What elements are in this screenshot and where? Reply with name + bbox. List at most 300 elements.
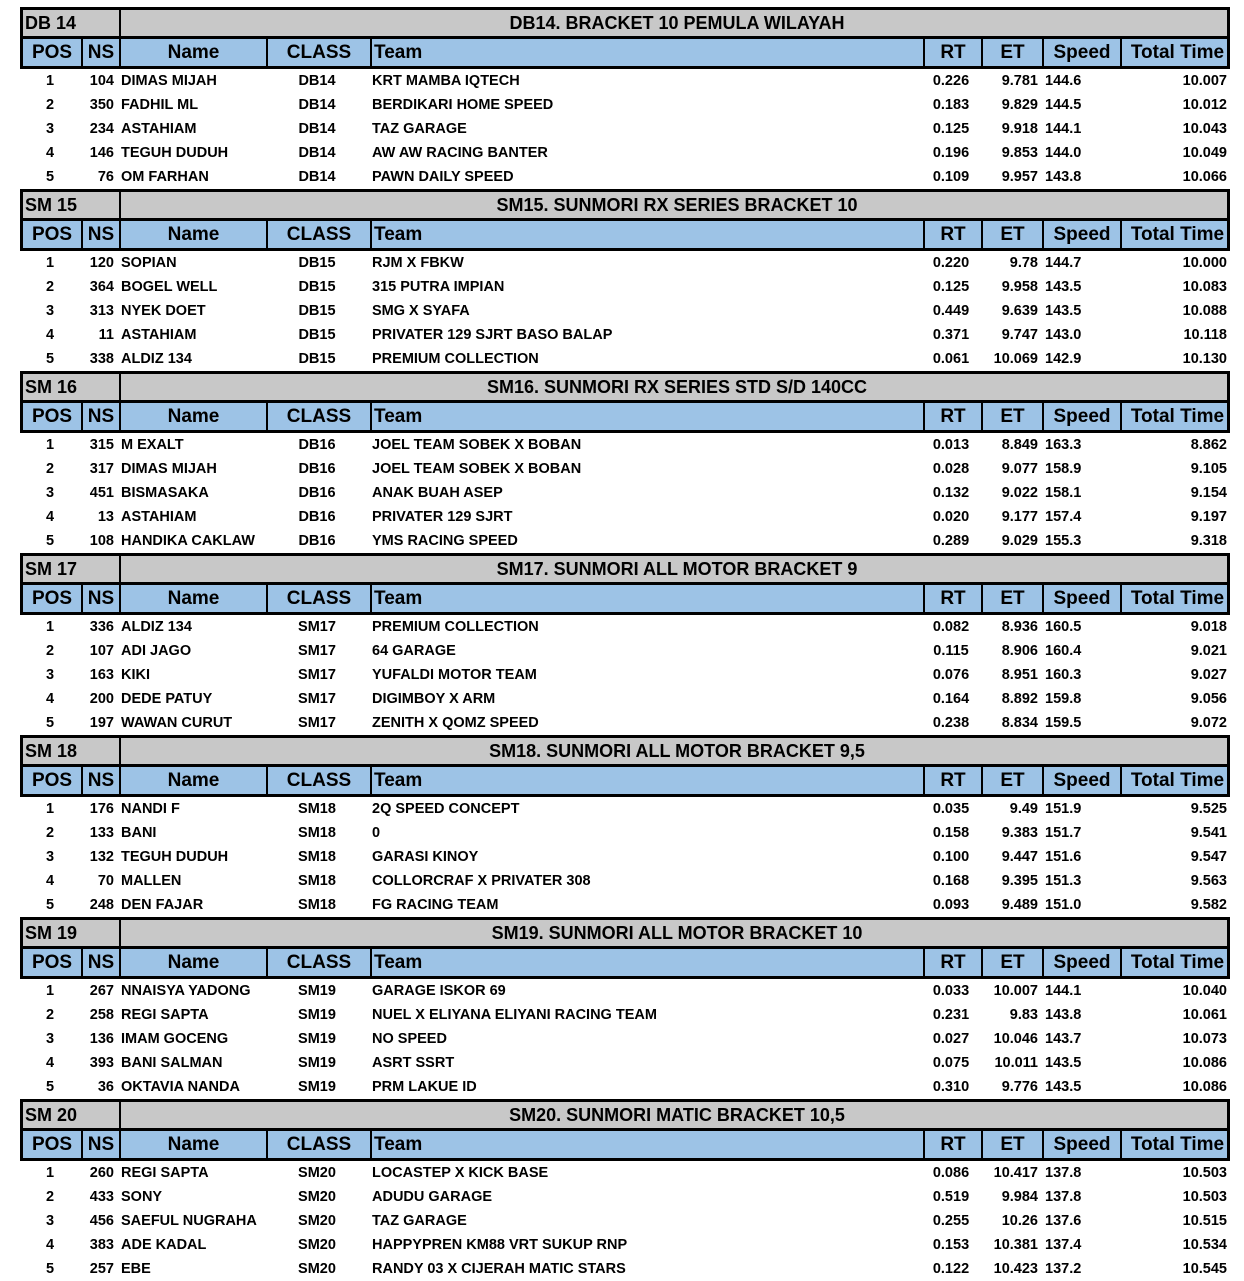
elapsed-time-cell: 10.26 [1001, 1213, 1038, 1229]
team-cell: FG RACING TEAM [372, 897, 499, 913]
start-number-cell: 76 [97, 169, 114, 185]
class-results-section [20, 189, 1230, 371]
class-cell: DB15 [298, 255, 336, 271]
class-title: SM16. SUNMORI RX SERIES STD S/D 140CC [486, 376, 868, 397]
rider-name-cell: ASTAHIAM [121, 509, 197, 525]
class-cell: SM19 [298, 1031, 336, 1047]
start-number-cell: 393 [89, 1055, 114, 1071]
team-cell: GARASI KINOY [372, 849, 479, 865]
ns-header: NS [83, 403, 121, 430]
speed-cell: 151.0 [1045, 897, 1082, 913]
start-number-cell: 350 [89, 97, 114, 113]
table-row [20, 639, 1230, 663]
reaction-time-cell: 0.020 [932, 509, 970, 525]
total-time-cell: 9.105 [1190, 461, 1227, 477]
result-rows [20, 979, 1230, 1099]
pos-header: POS [23, 585, 83, 612]
elapsed-time-cell: 10.381 [993, 1237, 1038, 1253]
reaction-time-cell: 0.082 [932, 619, 970, 635]
elapsed-time-cell: 10.069 [993, 351, 1038, 367]
total-time-cell: 10.083 [1182, 279, 1227, 295]
reaction-time-cell: 0.183 [932, 97, 970, 113]
class-cell: DB14 [298, 97, 336, 113]
team-cell: RJM X FBKW [372, 255, 464, 271]
speed-cell: 144.1 [1045, 983, 1082, 999]
start-number-cell: 257 [89, 1261, 114, 1277]
class-cell: SM20 [298, 1213, 336, 1229]
speed-cell: 143.5 [1045, 279, 1082, 295]
reaction-time-cell: 0.310 [932, 1079, 970, 1095]
team-header: Team [372, 767, 925, 794]
elapsed-time-cell: 8.906 [1001, 643, 1038, 659]
class-header: CLASS [268, 767, 372, 794]
table-row [20, 1027, 1230, 1051]
reaction-time-cell: 0.125 [932, 121, 970, 137]
speed-cell: 157.4 [1045, 509, 1082, 525]
class-code: SM 17 [23, 556, 121, 582]
rt-header: RT [925, 39, 983, 66]
team-cell: AW AW RACING BANTER [372, 145, 548, 161]
total-time-cell: 10.073 [1182, 1031, 1227, 1047]
pos-header: POS [23, 39, 83, 66]
reaction-time-cell: 0.158 [932, 825, 970, 841]
total-time-header: Total Time [1130, 770, 1225, 791]
table-row [20, 1185, 1230, 1209]
pos-header: POS [23, 767, 83, 794]
total-time-cell: 8.862 [1190, 437, 1227, 453]
total-time-cell: 10.066 [1182, 169, 1227, 185]
total-time-header: Total Time [1130, 952, 1225, 973]
rt-header: RT [925, 1131, 983, 1158]
start-number-cell: 11 [98, 327, 114, 343]
speed-header: Speed [1044, 403, 1122, 430]
elapsed-time-cell: 9.918 [1001, 121, 1038, 137]
table-row [20, 93, 1230, 117]
rider-name-cell: BANI [121, 825, 157, 841]
elapsed-time-cell: 9.022 [1001, 485, 1038, 501]
speed-cell: 151.7 [1045, 825, 1082, 841]
class-cell: DB16 [298, 437, 336, 453]
rider-name-cell: TEGUH DUDUH [121, 849, 229, 865]
speed-cell: 159.5 [1045, 715, 1082, 731]
rider-name-cell: WAWAN CURUT [121, 715, 233, 731]
team-cell: YMS RACING SPEED [372, 533, 518, 549]
table-row [20, 529, 1230, 553]
team-cell: TAZ GARAGE [372, 1213, 467, 1229]
position-cell: 5 [45, 1261, 55, 1277]
class-cell: DB15 [298, 303, 336, 319]
position-cell: 4 [45, 145, 55, 161]
reaction-time-cell: 0.125 [932, 279, 970, 295]
name-header: Name [121, 585, 268, 612]
position-cell: 3 [45, 303, 55, 319]
class-cell: SM20 [298, 1189, 336, 1205]
table-row [20, 615, 1230, 639]
reaction-time-cell: 0.168 [932, 873, 970, 889]
position-cell: 5 [45, 897, 55, 913]
position-cell: 4 [45, 873, 55, 889]
total-time-cell: 10.545 [1182, 1261, 1227, 1277]
result-rows [20, 1161, 1230, 1281]
team-cell: 64 GARAGE [372, 643, 456, 659]
elapsed-time-cell: 9.177 [1001, 509, 1038, 525]
position-cell: 3 [45, 1213, 55, 1229]
reaction-time-cell: 0.109 [932, 169, 970, 185]
position-cell: 2 [45, 279, 55, 295]
class-title: SM17. SUNMORI ALL MOTOR BRACKET 9 [496, 558, 858, 579]
elapsed-time-cell: 9.49 [1009, 801, 1038, 817]
et-header: ET [983, 1131, 1044, 1158]
team-cell: TAZ GARAGE [372, 121, 467, 137]
start-number-cell: 197 [89, 715, 114, 731]
pos-header: POS [23, 1131, 83, 1158]
elapsed-time-cell: 8.834 [1001, 715, 1038, 731]
total-time-cell: 10.043 [1182, 121, 1227, 137]
section-title-bar [20, 189, 1230, 221]
team-cell: 2Q SPEED CONCEPT [372, 801, 520, 817]
table-row [20, 711, 1230, 735]
result-rows [20, 615, 1230, 735]
total-time-header: Total Time [1130, 406, 1225, 427]
class-cell: DB15 [298, 279, 336, 295]
class-code: SM 20 [23, 1102, 121, 1128]
rider-name-cell: ASTAHIAM [121, 327, 197, 343]
class-cell: SM19 [298, 1079, 336, 1095]
position-cell: 1 [45, 619, 55, 635]
class-header: CLASS [268, 403, 372, 430]
total-time-cell: 9.582 [1190, 897, 1227, 913]
speed-cell: 143.8 [1045, 169, 1082, 185]
ns-header: NS [83, 221, 121, 248]
name-header: Name [121, 39, 268, 66]
speed-cell: 142.9 [1045, 351, 1082, 367]
ns-header: NS [83, 767, 121, 794]
speed-cell: 151.6 [1045, 849, 1082, 865]
speed-cell: 143.7 [1045, 1031, 1082, 1047]
class-title: SM15. SUNMORI RX SERIES BRACKET 10 [496, 194, 858, 215]
speed-cell: 160.3 [1045, 667, 1082, 683]
total-time-cell: 9.021 [1190, 643, 1227, 659]
table-row [20, 1209, 1230, 1233]
rider-name-cell: ASTAHIAM [121, 121, 197, 137]
start-number-cell: 383 [89, 1237, 114, 1253]
elapsed-time-cell: 10.046 [993, 1031, 1038, 1047]
table-row [20, 251, 1230, 275]
position-cell: 2 [45, 825, 55, 841]
column-header-row [20, 949, 1230, 979]
class-cell: DB14 [298, 121, 336, 137]
team-cell: GARAGE ISKOR 69 [372, 983, 506, 999]
elapsed-time-cell: 9.639 [1001, 303, 1038, 319]
total-time-header: Total Time [1130, 42, 1225, 63]
et-header: ET [983, 767, 1044, 794]
column-header-row [20, 585, 1230, 615]
et-header: ET [983, 221, 1044, 248]
ns-header: NS [83, 585, 121, 612]
reaction-time-cell: 0.027 [932, 1031, 970, 1047]
table-row [20, 505, 1230, 529]
table-row [20, 845, 1230, 869]
elapsed-time-cell: 8.849 [1001, 437, 1038, 453]
rider-name-cell: OM FARHAN [121, 169, 209, 185]
position-cell: 2 [45, 461, 55, 477]
speed-cell: 143.5 [1045, 303, 1082, 319]
rider-name-cell: FADHIL ML [121, 97, 199, 113]
start-number-cell: 200 [89, 691, 114, 707]
speed-cell: 143.5 [1045, 1079, 1082, 1095]
reaction-time-cell: 0.013 [932, 437, 970, 453]
total-time-cell: 9.541 [1190, 825, 1227, 841]
start-number-cell: 146 [89, 145, 114, 161]
table-row [20, 165, 1230, 189]
result-rows [20, 69, 1230, 189]
start-number-cell: 234 [89, 121, 114, 137]
start-number-cell: 313 [89, 303, 114, 319]
reaction-time-cell: 0.122 [932, 1261, 970, 1277]
position-cell: 1 [45, 255, 55, 271]
elapsed-time-cell: 9.029 [1001, 533, 1038, 549]
reaction-time-cell: 0.028 [932, 461, 970, 477]
class-cell: SM18 [298, 849, 336, 865]
class-cell: SM19 [298, 1007, 336, 1023]
speed-header: Speed [1044, 585, 1122, 612]
table-row [20, 457, 1230, 481]
reaction-time-cell: 0.075 [932, 1055, 970, 1071]
team-header: Team [372, 39, 925, 66]
speed-cell: 144.7 [1045, 255, 1082, 271]
results-sheet [20, 7, 1230, 1281]
start-number-cell: 36 [97, 1079, 114, 1095]
position-cell: 5 [45, 169, 55, 185]
speed-cell: 137.8 [1045, 1189, 1082, 1205]
total-time-cell: 10.515 [1182, 1213, 1227, 1229]
start-number-cell: 70 [97, 873, 114, 889]
table-row [20, 1233, 1230, 1257]
team-cell: 0 [372, 825, 381, 841]
table-row [20, 433, 1230, 457]
class-cell: DB15 [298, 351, 336, 367]
total-time-cell: 10.130 [1182, 351, 1227, 367]
total-time-cell: 10.049 [1182, 145, 1227, 161]
section-title-bar [20, 1099, 1230, 1131]
class-code: DB 14 [23, 10, 121, 36]
elapsed-time-cell: 9.781 [1001, 73, 1038, 89]
table-row [20, 821, 1230, 845]
rider-name-cell: ALDIZ 134 [121, 351, 192, 367]
elapsed-time-cell: 9.776 [1001, 1079, 1038, 1095]
name-header: Name [121, 949, 268, 976]
table-row [20, 1051, 1230, 1075]
table-row [20, 117, 1230, 141]
start-number-cell: 433 [89, 1189, 114, 1205]
position-cell: 3 [45, 121, 55, 137]
speed-cell: 158.9 [1045, 461, 1082, 477]
position-cell: 1 [45, 1165, 55, 1181]
team-cell: ADUDU GARAGE [372, 1189, 493, 1205]
reaction-time-cell: 0.153 [932, 1237, 970, 1253]
section-title-bar [20, 371, 1230, 403]
rider-name-cell: HANDIKA CAKLAW [121, 533, 255, 549]
elapsed-time-cell: 8.892 [1001, 691, 1038, 707]
elapsed-time-cell: 8.936 [1001, 619, 1038, 635]
rider-name-cell: DIMAS MIJAH [121, 73, 217, 89]
reaction-time-cell: 0.061 [932, 351, 970, 367]
position-cell: 2 [45, 643, 55, 659]
team-cell: JOEL TEAM SOBEK X BOBAN [372, 461, 582, 477]
start-number-cell: 132 [89, 849, 114, 865]
class-title: SM20. SUNMORI MATIC BRACKET 10,5 [509, 1104, 845, 1125]
position-cell: 2 [45, 1007, 55, 1023]
class-header: CLASS [268, 221, 372, 248]
class-results-section [20, 735, 1230, 917]
elapsed-time-cell: 9.957 [1001, 169, 1038, 185]
position-cell: 1 [45, 983, 55, 999]
et-header: ET [983, 949, 1044, 976]
elapsed-time-cell: 9.78 [1009, 255, 1038, 271]
speed-header: Speed [1044, 949, 1122, 976]
position-cell: 4 [45, 327, 55, 343]
reaction-time-cell: 0.132 [932, 485, 970, 501]
team-cell: BERDIKARI HOME SPEED [372, 97, 554, 113]
section-title-bar [20, 917, 1230, 949]
rider-name-cell: SOPIAN [121, 255, 177, 271]
column-header-row [20, 221, 1230, 251]
position-cell: 1 [45, 801, 55, 817]
class-code: SM 19 [23, 920, 121, 946]
total-time-cell: 9.056 [1190, 691, 1227, 707]
position-cell: 5 [45, 715, 55, 731]
elapsed-time-cell: 8.951 [1001, 667, 1038, 683]
rider-name-cell: SAEFUL NUGRAHA [121, 1213, 257, 1229]
start-number-cell: 451 [89, 485, 114, 501]
reaction-time-cell: 0.033 [932, 983, 970, 999]
total-time-header: Total Time [1130, 224, 1225, 245]
rider-name-cell: M EXALT [121, 437, 184, 453]
rider-name-cell: ADI JAGO [121, 643, 192, 659]
start-number-cell: 317 [89, 461, 114, 477]
team-cell: 315 PUTRA IMPIAN [372, 279, 505, 295]
name-header: Name [121, 1131, 268, 1158]
table-row [20, 1075, 1230, 1099]
reaction-time-cell: 0.220 [932, 255, 970, 271]
class-cell: DB14 [298, 169, 336, 185]
result-rows [20, 797, 1230, 917]
reaction-time-cell: 0.449 [932, 303, 970, 319]
class-results-section [20, 1099, 1230, 1281]
rider-name-cell: ADE KADAL [121, 1237, 207, 1253]
total-time-cell: 9.197 [1190, 509, 1227, 525]
rider-name-cell: NYEK DOET [121, 303, 206, 319]
total-time-cell: 10.503 [1182, 1189, 1227, 1205]
column-header-row [20, 1131, 1230, 1161]
table-row [20, 481, 1230, 505]
team-cell: JOEL TEAM SOBEK X BOBAN [372, 437, 582, 453]
speed-cell: 151.3 [1045, 873, 1082, 889]
speed-header: Speed [1044, 221, 1122, 248]
class-cell: SM20 [298, 1165, 336, 1181]
table-row [20, 979, 1230, 1003]
team-cell: PRM LAKUE ID [372, 1079, 477, 1095]
class-title: DB14. BRACKET 10 PEMULA WILAYAH [509, 12, 845, 33]
position-cell: 3 [45, 485, 55, 501]
team-header: Team [372, 949, 925, 976]
class-code: SM 15 [23, 192, 121, 218]
rider-name-cell: DIMAS MIJAH [121, 461, 217, 477]
class-cell: SM20 [298, 1237, 336, 1253]
rider-name-cell: DEN FAJAR [121, 897, 204, 913]
elapsed-time-cell: 9.489 [1001, 897, 1038, 913]
class-header: CLASS [268, 39, 372, 66]
position-cell: 4 [45, 509, 55, 525]
reaction-time-cell: 0.255 [932, 1213, 970, 1229]
class-cell: SM17 [298, 715, 336, 731]
team-cell: LOCASTEP X KICK BASE [372, 1165, 549, 1181]
start-number-cell: 120 [89, 255, 114, 271]
reaction-time-cell: 0.115 [933, 643, 969, 659]
position-cell: 5 [45, 533, 55, 549]
reaction-time-cell: 0.238 [932, 715, 970, 731]
reaction-time-cell: 0.196 [932, 145, 970, 161]
class-cell: SM18 [298, 825, 336, 841]
team-cell: COLLORCRAF X PRIVATER 308 [372, 873, 591, 889]
elapsed-time-cell: 9.747 [1001, 327, 1038, 343]
table-row [20, 1257, 1230, 1281]
elapsed-time-cell: 10.007 [993, 983, 1038, 999]
total-time-cell: 10.086 [1182, 1079, 1227, 1095]
class-cell: DB16 [298, 533, 336, 549]
et-header: ET [983, 403, 1044, 430]
speed-cell: 137.4 [1045, 1237, 1082, 1253]
speed-cell: 160.5 [1045, 619, 1082, 635]
speed-cell: 151.9 [1045, 801, 1082, 817]
total-time-header: Total Time [1130, 588, 1225, 609]
total-time-cell: 9.027 [1190, 667, 1227, 683]
class-cell: SM18 [298, 897, 336, 913]
team-cell: PRIVATER 129 SJRT [372, 509, 513, 525]
position-cell: 5 [45, 351, 55, 367]
speed-cell: 143.5 [1045, 1055, 1082, 1071]
position-cell: 3 [45, 1031, 55, 1047]
rider-name-cell: TEGUH DUDUH [121, 145, 229, 161]
class-cell: DB16 [298, 509, 336, 525]
position-cell: 3 [45, 667, 55, 683]
position-cell: 4 [45, 1237, 55, 1253]
rider-name-cell: OKTAVIA NANDA [121, 1079, 240, 1095]
start-number-cell: 456 [89, 1213, 114, 1229]
speed-cell: 158.1 [1045, 485, 1082, 501]
speed-cell: 144.5 [1045, 97, 1082, 113]
pos-header: POS [23, 403, 83, 430]
rt-header: RT [925, 585, 983, 612]
class-cell: SM17 [298, 691, 336, 707]
rider-name-cell: REGI SAPTA [121, 1165, 209, 1181]
total-time-cell: 9.154 [1190, 485, 1227, 501]
speed-cell: 137.2 [1045, 1261, 1082, 1277]
speed-cell: 159.8 [1045, 691, 1082, 707]
elapsed-time-cell: 10.011 [994, 1055, 1038, 1071]
reaction-time-cell: 0.226 [932, 73, 970, 89]
start-number-cell: 267 [89, 983, 114, 999]
reaction-time-cell: 0.289 [932, 533, 970, 549]
rider-name-cell: ALDIZ 134 [121, 619, 192, 635]
speed-cell: 144.1 [1045, 121, 1082, 137]
total-time-cell: 10.088 [1182, 303, 1227, 319]
team-cell: ANAK BUAH ASEP [372, 485, 503, 501]
total-time-cell: 10.503 [1182, 1165, 1227, 1181]
elapsed-time-cell: 9.383 [1001, 825, 1038, 841]
ns-header: NS [83, 39, 121, 66]
table-row [20, 687, 1230, 711]
